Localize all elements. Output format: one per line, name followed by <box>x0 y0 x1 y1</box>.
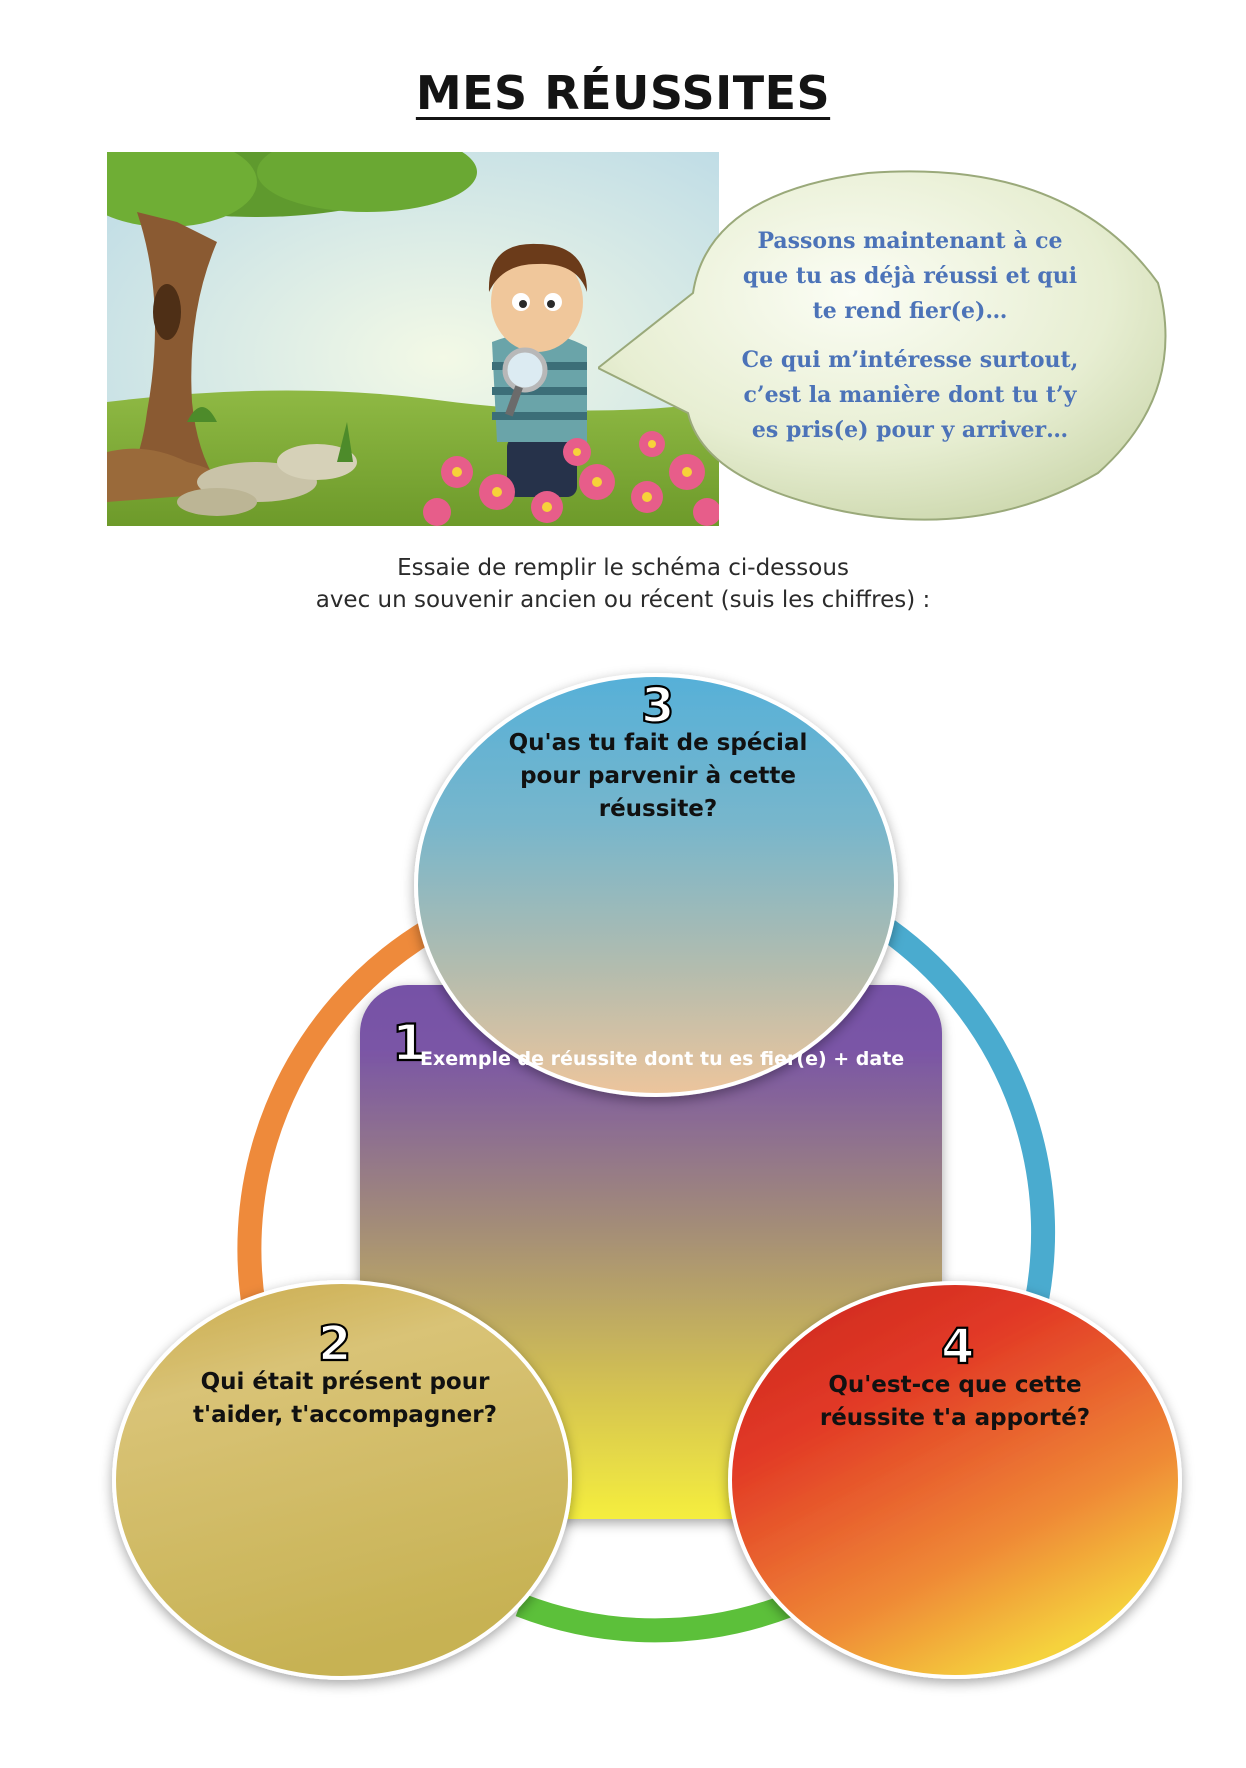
page-title <box>0 66 1246 120</box>
page-title-text: MES RÉUSSITES <box>415 66 831 120</box>
step-3-number: 3 <box>641 678 675 734</box>
step-1-label: Exemple de réussite dont tu es fier(e) + date <box>420 1048 905 1070</box>
instructions <box>0 552 1246 616</box>
instruction-line-1: Essaie de remplir le schéma ci-dessous <box>397 555 849 581</box>
step-2-label: Qui était présent pour t'aider, t'accompagner? <box>193 1369 497 1428</box>
bubble-line-1: Passons maintenant à ce que tu as déjà réussi et qui te rend fier(e)… <box>742 228 1078 324</box>
step-3-label: Qu'as tu fait de spécial pour parvenir à cette réussite? <box>508 730 808 822</box>
instruction-line-2: avec un souvenir ancien ou récent (suis les chiffres) : <box>315 587 931 613</box>
speech-bubble-text <box>740 224 1080 462</box>
ring-segment-green <box>520 1605 790 1630</box>
step-4-number: 4 <box>941 1319 975 1375</box>
step-1-number: 1 <box>392 1014 427 1072</box>
step-4-label: Qu'est-ce que cette réussite t'a apporté? <box>819 1372 1091 1431</box>
bubble-line-2: Ce qui m’intéresse surtout, c’est la manière dont tu t’y es pris(e) pour y arriver… <box>741 347 1079 443</box>
step-2-number: 2 <box>318 1316 352 1372</box>
